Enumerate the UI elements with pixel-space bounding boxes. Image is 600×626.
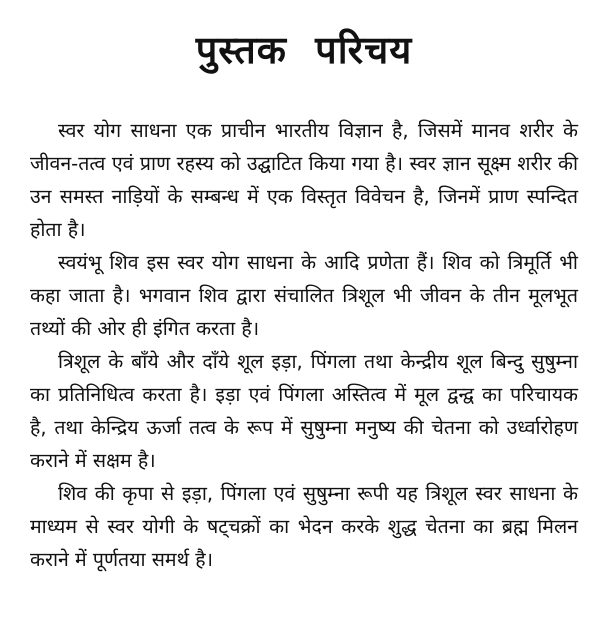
paragraph-3: त्रिशूल के बाँये और दाँये शूल इड़ा, पिंगला तथा केन्द्रीय शूल बिन्दु सुषुम्ना का प्रतिनिधित्व करता है। इड़ा एवं पिंगला अस्तित्व में मूल द्वन्द्व का परिचायक है, तथा केन्द्रिय ऊर्जा तत्व के रूप में सुषुम्ना मनुष्य की चेतना को उर्ध्वारोहण कराने में सक्षम है। — [30, 350, 578, 472]
paragraph-4: शिव की कृपा से इड़ा, पिंगला एवं सुषुम्ना रूपी यह त्रिशूल स्वर साधना के माध्यम से स्वर योगी के षट्चक्रों का भेदन करके शुद्ध चेतना का ब्रह्म मिलन कराने में पूर्णतया समर्थ है। — [30, 482, 578, 571]
page-title: पुस्तक परिचय — [195, 28, 413, 72]
body-text — [30, 114, 578, 576]
paragraph-2: स्वयंभू शिव इस स्वर योग साधना के आदि प्रणेता हैं। शिव को त्रिमूर्ति भी कहा जाता है। भगवान शिव द्वारा संचालित त्रिशूल भी जीवन के तीन मूलभूत तथ्यों की ओर ही इंगित करता है। — [30, 251, 578, 340]
paragraph-1: स्वर योग साधना एक प्राचीन भारतीय विज्ञान है, जिसमें मानव शरीर के जीवन-तत्व एवं प्राण रहस्य को उद्घाटित किया गया है। स्वर ज्ञान सूक्ष्म शरीर की उन समस्त नाड़ियों के सम्बन्ध में एक विस्तृत विवेचन है, जिनमें प्राण स्पन्दित होता है। — [30, 119, 578, 241]
